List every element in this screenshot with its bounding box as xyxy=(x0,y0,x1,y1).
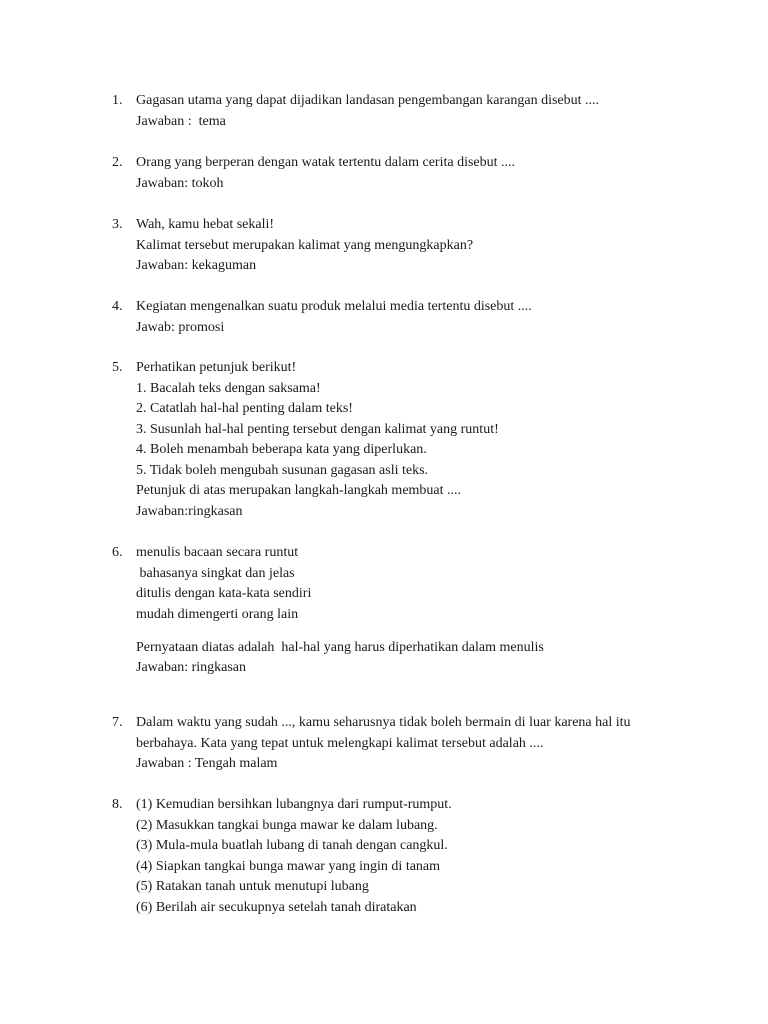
question-body xyxy=(136,795,696,918)
list-item: 2. Catatlah hal-hal penting dalam teks! xyxy=(136,401,353,416)
question-text: Petunjuk di atas merupakan langkah-langkah membuat .... xyxy=(136,483,462,498)
list-item: (3) Mula-mula buatlah lubang di tanah dengan cangkul. xyxy=(136,838,448,853)
question-text: Wah, kamu hebat sekali! xyxy=(136,217,275,232)
list-item: 5. Tidak boleh mengubah susunan gagasan asli teks. xyxy=(136,462,429,478)
list-item: (1) Kemudian bersihkan lubangnya dari rumput-rumput. xyxy=(136,797,452,812)
question-text: berbahaya. Kata yang tepat untuk melengkapi kalimat tersebut adalah .... xyxy=(136,735,544,751)
list-item: 4. Boleh menambah beberapa kata yang diperlukan. xyxy=(136,442,427,457)
question-number: 1. xyxy=(112,93,123,108)
question-text: Orang yang berperan dengan watak tertentu dalam cerita disebut .... xyxy=(136,155,516,170)
answer-text: Jawaban : Tengah malam xyxy=(136,756,278,771)
question-text: Pernyataan diatas adalah hal-hal yang harus diperhatikan dalam menulis xyxy=(136,639,544,655)
list-item: 1. Bacalah teks dengan saksama! xyxy=(136,380,321,396)
list-item: mudah dimengerti orang lain xyxy=(136,606,299,622)
answer-text: Jawaban : tema xyxy=(136,113,226,129)
list-item: (6) Berilah air secukupnya setelah tanah diratakan xyxy=(136,899,417,915)
list-item: 3. Susunlah hal-hal penting tersebut dengan kalimat yang runtut! xyxy=(136,421,499,437)
list-item: (4) Siapkan tangkai bunga mawar yang ingin di tanam xyxy=(136,858,441,874)
question-number: 8. xyxy=(112,797,123,812)
spacer xyxy=(136,625,696,638)
question-number: 7. xyxy=(112,715,123,730)
list-item: (5) Ratakan tanah untuk menutupi lubang xyxy=(136,879,369,894)
list-item: ditulis dengan kata-kata sendiri xyxy=(136,586,312,601)
question-body xyxy=(136,358,696,522)
list-item: (2) Masukkan tangkai bunga mawar ke dalam lubang. xyxy=(136,817,438,833)
answer-text: Jawab: promosi xyxy=(136,319,225,335)
question-body xyxy=(136,543,696,679)
list-item: bahasanya singkat dan jelas xyxy=(136,565,295,581)
question-body xyxy=(136,297,696,338)
question-body xyxy=(136,153,696,194)
answer-text: Jawaban: kekaguman xyxy=(136,258,257,273)
question-body xyxy=(136,215,696,277)
list-item: menulis bacaan secara runtut xyxy=(136,545,299,560)
question-body xyxy=(136,91,696,132)
answer-text: Jawaban:ringkasan xyxy=(136,503,243,519)
answer-text: Jawaban: tokoh xyxy=(136,175,224,191)
question-text: Perhatikan petunjuk berikut! xyxy=(136,360,297,375)
question-number: 2. xyxy=(112,155,123,170)
question-text: Kalimat tersebut merupakan kalimat yang mengungkapkan? xyxy=(136,237,474,253)
question-text: Kegiatan mengenalkan suatu produk melalui media tertentu disebut .... xyxy=(136,299,532,314)
question-text: Dalam waktu yang sudah ..., kamu seharusnya tidak boleh bermain di luar karena hal itu xyxy=(136,715,631,730)
question-body xyxy=(136,713,696,775)
question-number: 4. xyxy=(112,299,123,314)
question-number: 5. xyxy=(112,360,123,375)
question-number: 3. xyxy=(112,217,123,232)
question-number: 6. xyxy=(112,545,123,560)
question-text: Gagasan utama yang dapat dijadikan landasan pengembangan karangan disebut .... xyxy=(136,93,600,108)
answer-text: Jawaban: ringkasan xyxy=(136,660,247,675)
